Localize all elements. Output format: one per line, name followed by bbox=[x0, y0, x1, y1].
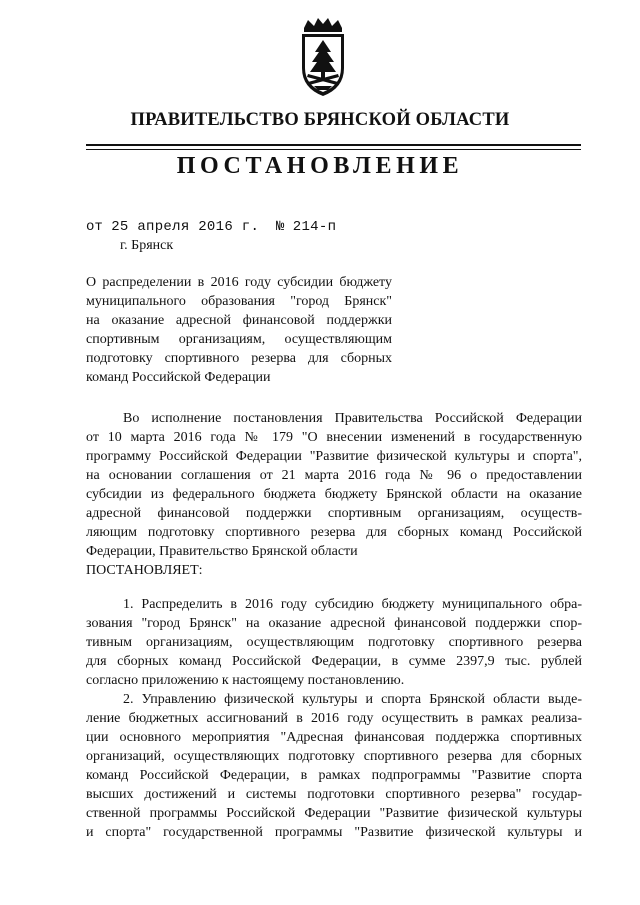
item1-line: 1. Распределить в 2016 году субсидию бюджету муниципального обра- bbox=[123, 597, 582, 612]
preamble-line: программу Российской Федерации "Развитие физической культуры и спорта", bbox=[86, 449, 582, 464]
date-prefix: от bbox=[86, 219, 103, 235]
header-rule-thick bbox=[86, 144, 581, 146]
item1-line: тивным организациям, осуществляющим подготовку спортивного резерва bbox=[86, 635, 582, 650]
document-body bbox=[86, 409, 582, 842]
number-prefix: № bbox=[275, 219, 285, 235]
item2-line: команд Российской Федерации, в рамках подпрограммы "Развитие спорта bbox=[86, 768, 582, 783]
item2-line: ственной программы Российской Федерации "Развитие физической культуры bbox=[86, 806, 582, 821]
header-rule-thin bbox=[86, 149, 581, 150]
preamble-line: субсидии из федерального бюджета бюджету Брянской области на оказание bbox=[86, 487, 582, 502]
subject-block bbox=[86, 273, 392, 387]
item1-line: согласно приложению к настоящему постановлению. bbox=[86, 673, 405, 688]
preamble-line: ляющим подготовку спортивного резерва для сборных команд Российской bbox=[86, 525, 582, 540]
subject-line: на оказание адресной финансовой поддержки bbox=[86, 313, 392, 328]
coat-of-arms-icon bbox=[294, 16, 352, 100]
document-type: ПОСТАНОВЛЕНИЕ bbox=[176, 153, 464, 179]
preamble-line: на основании соглашения от 21 марта 2016 года № 96 о предоставлении bbox=[86, 468, 582, 483]
preamble-line: Во исполнение постановления Правительства Российской Федерации bbox=[123, 411, 582, 426]
subject-line: команд Российской Федерации bbox=[86, 370, 271, 385]
item2-line: ление бюджетных ассигнований в 2016 году осуществить в рамках реализа- bbox=[86, 711, 582, 726]
subject-line: муниципального образования "город Брянск" bbox=[86, 294, 392, 309]
item2-line: высших достижений и системы подготовки спортивного резерва" государ- bbox=[86, 787, 582, 802]
subject-line: О распределении в 2016 году субсидии бюджету bbox=[86, 275, 392, 290]
item2-line: 2. Управлению физической культуры и спорта Брянской области выде- bbox=[123, 692, 582, 707]
date-number-line bbox=[86, 219, 336, 235]
preamble-line: адресной финансовой поддержки спортивным организациям, осуществ- bbox=[86, 506, 582, 521]
preamble-line: Федерации, Правительство Брянской области bbox=[86, 544, 358, 559]
resolve-heading: ПОСТАНОВЛЯЕТ: bbox=[86, 563, 203, 578]
item2-line: организаций, осуществляющих подготовку спортивного резерва для сборных bbox=[86, 749, 582, 764]
government-title: ПРАВИТЕЛЬСТВО БРЯНСКОЙ ОБЛАСТИ bbox=[130, 110, 510, 130]
subject-line: подготовку спортивного резерва для сборных bbox=[86, 351, 392, 366]
item2-line: ции основного мероприятия "Адресная финансовая поддержка спортивных bbox=[86, 730, 582, 745]
date-value: 25 апреля 2016 г. bbox=[111, 219, 260, 235]
city: г. Брянск bbox=[120, 238, 174, 253]
item1-line: зования "город Брянск" на оказание адресной финансовой поддержки спор- bbox=[86, 616, 582, 631]
subject-line: спортивным организациям, осуществляющим bbox=[86, 332, 392, 347]
preamble-line: от 10 марта 2016 года № 179 "О внесении изменений в государственную bbox=[86, 430, 582, 445]
item2-line: и спорта" государственной программы "Развитие физической культуры и bbox=[86, 825, 582, 840]
number-value: 214-п bbox=[292, 219, 337, 235]
item1-line: для сборных команд Российской Федерации, в сумме 2397,9 тыс. рублей bbox=[86, 654, 582, 669]
